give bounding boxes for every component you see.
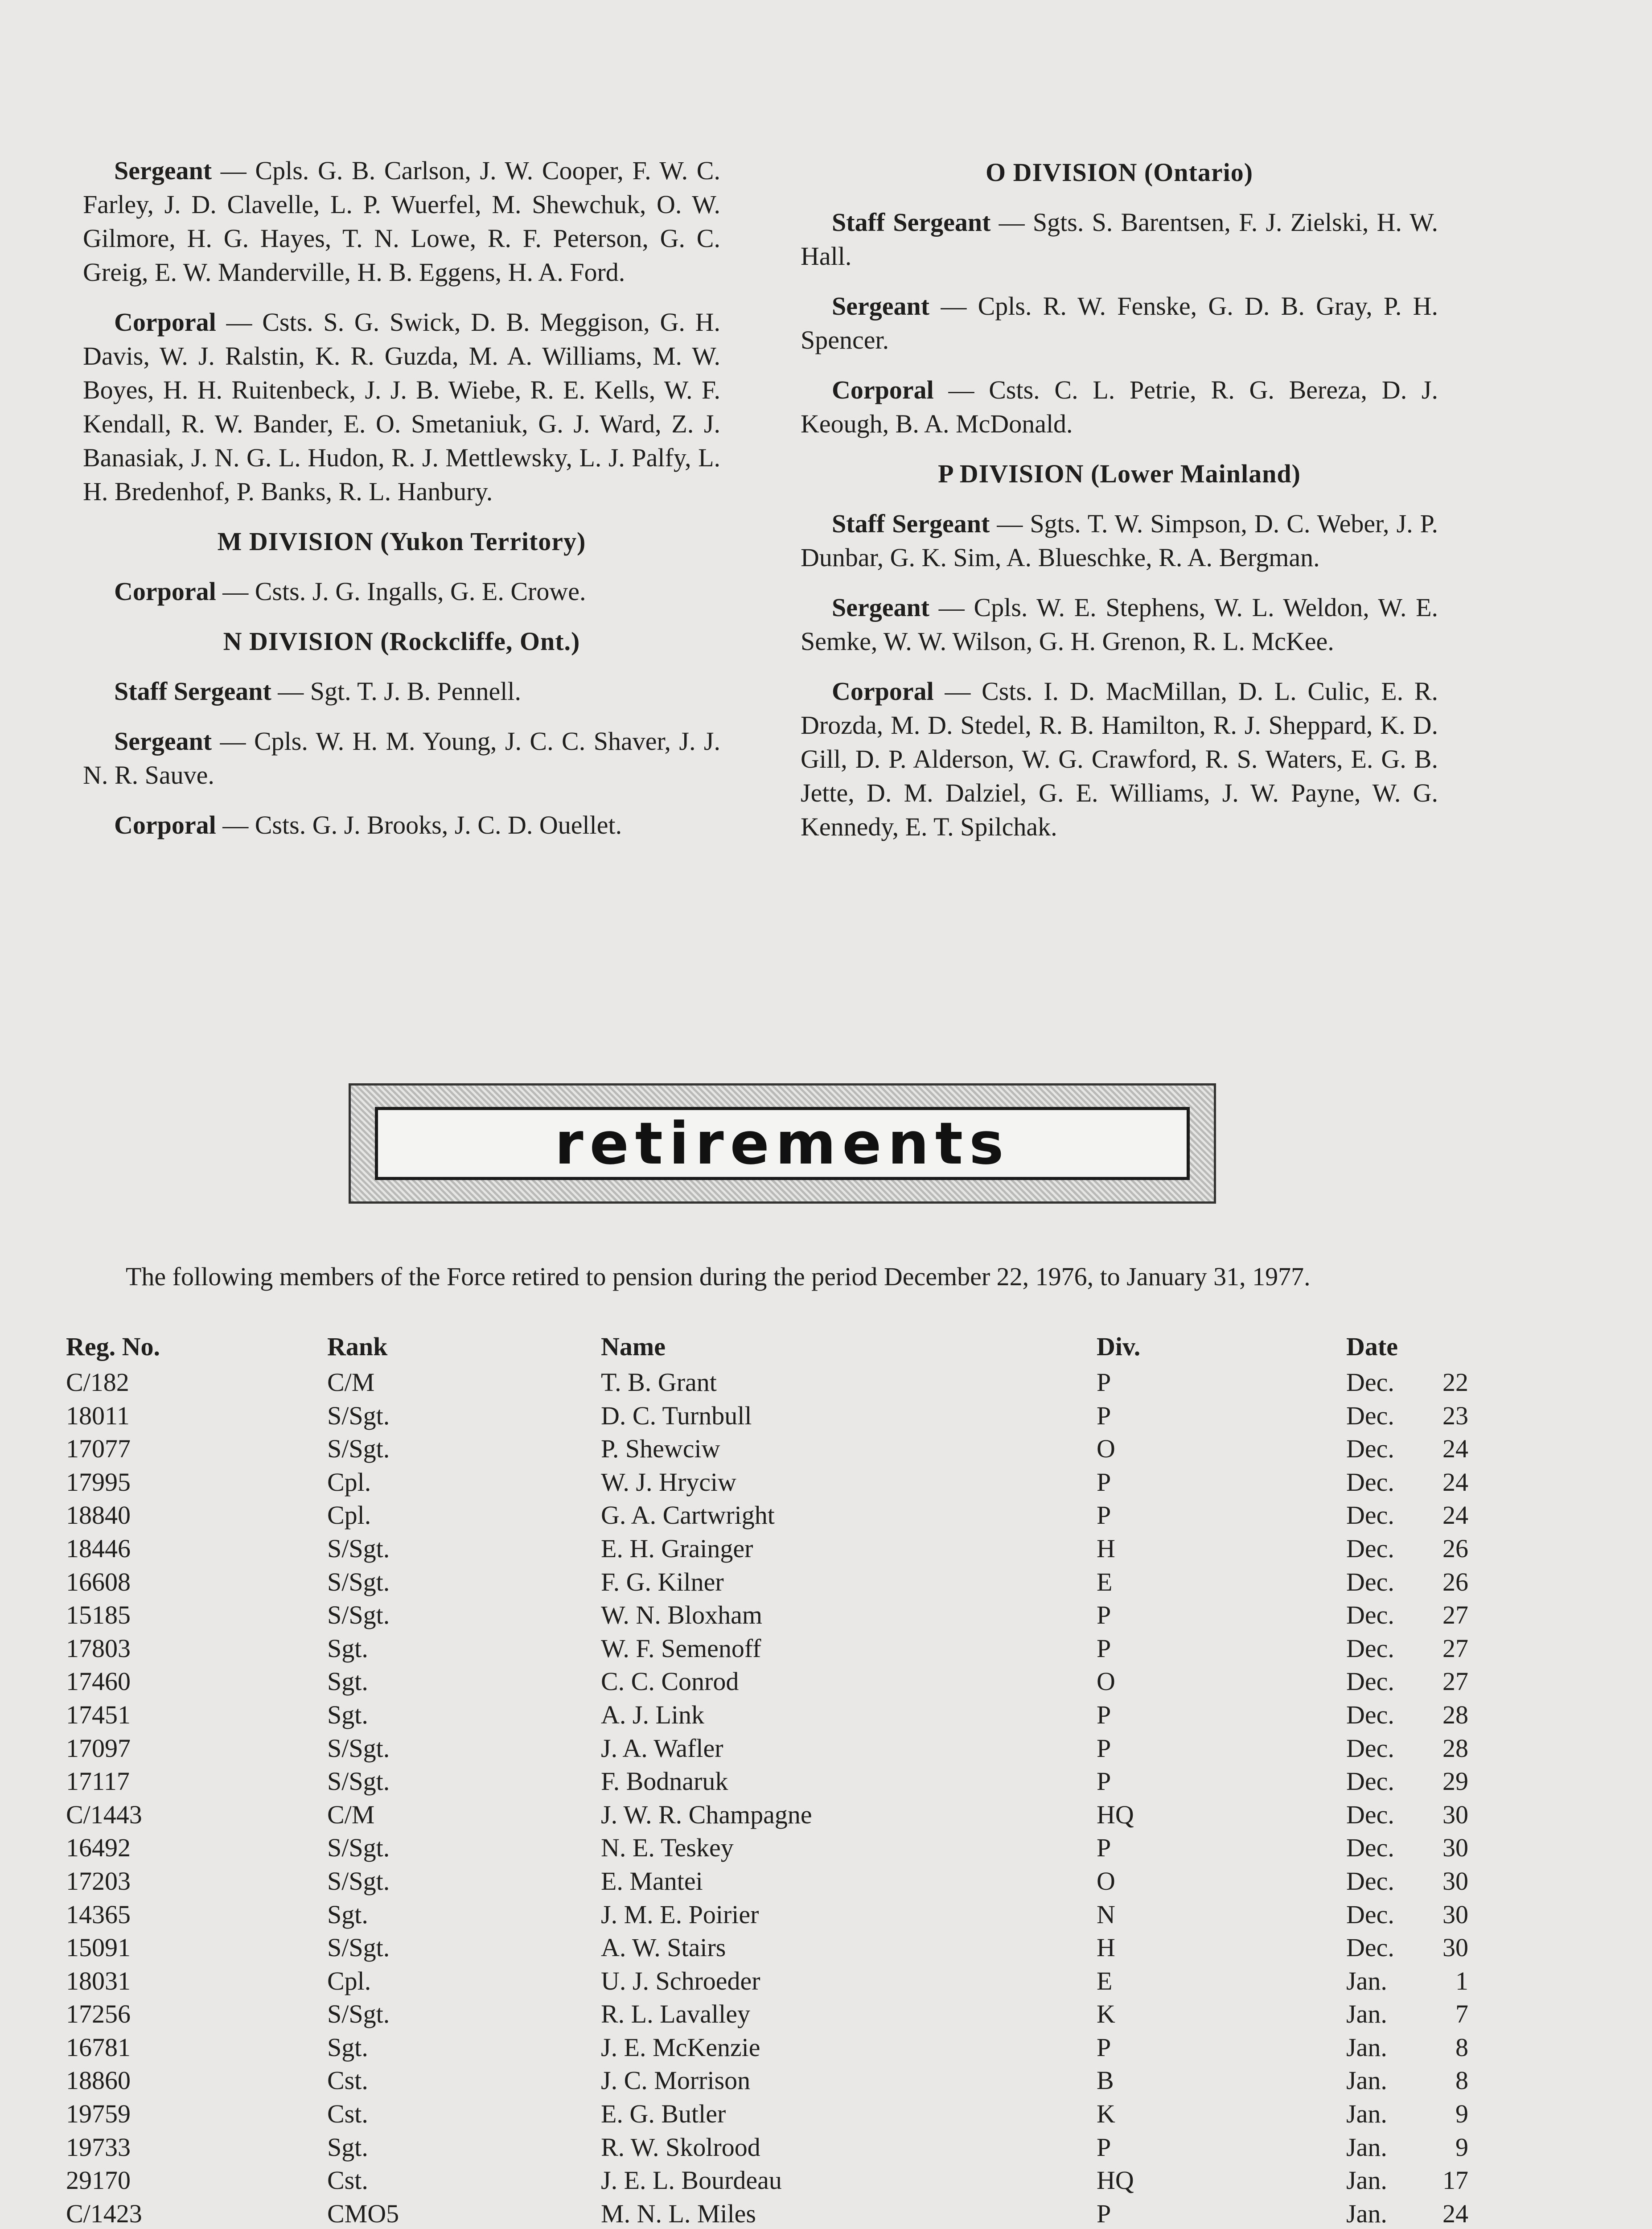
n-division-sergeant-entry xyxy=(83,724,720,792)
reg-no-cell: 17803 xyxy=(66,1633,131,1663)
name-list: — Csts. S. G. Swick, D. B. Meggison, G. H. Davis, W. J. Ralstin, K. R. Guzda, M. A. Williams, M. W. Boyes, H. H. Ruitenbeck, J. J. B. Wiebe, R. E. Kells, W. F. Kendall, R. W. Bander, E. O. Smetaniuk, G. J. Ward, Z. J. Banasiak, J. N. G. L. Hudon, R. J. Mettlewsky, L. J. Palfy, L. H. Bredenhof, P. Banks, R. L. Hanbury. xyxy=(83,308,720,506)
name-list: — Sgt. T. J. B. Pennell. xyxy=(271,677,521,706)
month-cell: Jan. xyxy=(1346,2166,1387,2195)
name-cell: F. G. Kilner xyxy=(601,1567,724,1596)
name-list: — Csts. J. G. Ingalls, G. E. Crowe. xyxy=(216,577,586,606)
rank-cell: S/Sgt. xyxy=(327,1567,390,1596)
month-cell: Dec. xyxy=(1346,1467,1394,1497)
division-cell: P xyxy=(1097,1368,1111,1397)
reg-no-cell: 18860 xyxy=(66,2066,131,2095)
day-cell: 24 xyxy=(1442,2199,1468,2228)
table-row xyxy=(66,1831,1492,1865)
division-heading-m: M DIVISION (Yukon Territory) xyxy=(217,527,586,556)
name-cell: R. W. Skolrood xyxy=(601,2132,760,2162)
day-cell: 27 xyxy=(1442,1667,1468,1696)
day-cell: 30 xyxy=(1442,1933,1468,1962)
name-list: — Cpls. R. W. Fenske, G. D. B. Gray, P. H. Spencer. xyxy=(801,292,1438,354)
month-cell: Jan. xyxy=(1346,1999,1387,2029)
header-name: Name xyxy=(601,1332,666,1361)
name-cell: J. E. L. Bourdeau xyxy=(601,2166,782,2195)
month-cell: Dec. xyxy=(1346,1368,1394,1397)
name-cell: A. W. Stairs xyxy=(601,1933,726,1962)
rank-label: Staff Sergeant xyxy=(832,509,990,538)
rank-label: Corporal xyxy=(114,308,216,337)
name-cell: M. N. L. Miles xyxy=(601,2199,756,2228)
rank-label: Sergeant xyxy=(114,727,212,756)
reg-no-cell: 17256 xyxy=(66,1999,131,2029)
division-cell: P xyxy=(1097,1633,1111,1663)
month-cell: Dec. xyxy=(1346,1534,1394,1563)
division-heading-p: P DIVISION (Lower Mainland) xyxy=(938,459,1301,488)
reg-no-cell: 19759 xyxy=(66,2099,131,2129)
division-cell: P xyxy=(1097,1467,1111,1497)
day-cell: 30 xyxy=(1442,1833,1468,1863)
table-row xyxy=(66,1798,1492,1832)
table-row xyxy=(66,1499,1492,1532)
month-cell: Dec. xyxy=(1346,1567,1394,1596)
reg-no-cell: 18840 xyxy=(66,1501,131,1530)
month-cell: Dec. xyxy=(1346,1767,1394,1796)
table-row xyxy=(66,1599,1492,1632)
rank-cell: S/Sgt. xyxy=(327,1733,390,1763)
table-row xyxy=(66,1865,1492,1898)
division-cell: O xyxy=(1097,1667,1115,1696)
reg-no-cell: 18446 xyxy=(66,1534,131,1563)
month-cell: Dec. xyxy=(1346,1600,1394,1630)
name-cell: G. A. Cartwright xyxy=(601,1501,775,1530)
rank-cell: Sgt. xyxy=(327,1667,368,1696)
table-row xyxy=(66,1998,1492,2031)
table-row xyxy=(66,1366,1492,1399)
name-cell: U. J. Schroeder xyxy=(601,1966,760,1995)
name-cell: J. W. R. Champagne xyxy=(601,1800,812,1829)
left-column xyxy=(83,154,720,858)
month-cell: Dec. xyxy=(1346,1700,1394,1729)
name-cell: R. L. Lavalley xyxy=(601,1999,751,2029)
month-cell: Dec. xyxy=(1346,1866,1394,1896)
month-cell: Jan. xyxy=(1346,2099,1387,2129)
table-row xyxy=(66,2031,1492,2064)
day-cell: 1 xyxy=(1455,1966,1468,1995)
name-cell: E. G. Butler xyxy=(601,2099,726,2129)
retirements-banner xyxy=(349,1083,1216,1204)
rank-cell: S/Sgt. xyxy=(327,1767,390,1796)
table-row xyxy=(66,1898,1492,1932)
division-cell: K xyxy=(1097,1999,1115,2029)
name-cell: D. C. Turnbull xyxy=(601,1401,752,1430)
name-cell: J. A. Wafler xyxy=(601,1733,723,1763)
rank-label: Staff Sergeant xyxy=(832,208,991,237)
month-cell: Jan. xyxy=(1346,2199,1387,2228)
division-cell: P xyxy=(1097,2032,1111,2062)
name-list: — Csts. G. J. Brooks, J. C. D. Ouellet. xyxy=(216,810,622,839)
name-list: — Sgts. T. W. Simpson, D. C. Weber, J. P. Dunbar, G. K. Sim, A. Blueschke, R. A. Bergman. xyxy=(801,509,1438,572)
rank-cell: Cpl. xyxy=(327,1501,371,1530)
division-cell: P xyxy=(1097,2199,1111,2228)
reg-no-cell: 15185 xyxy=(66,1600,131,1630)
header-reg-no: Reg. No. xyxy=(66,1332,160,1361)
table-row xyxy=(66,1698,1492,1732)
table-row xyxy=(66,1532,1492,1566)
division-cell: O xyxy=(1097,1866,1115,1896)
rank-cell: S/Sgt. xyxy=(327,1401,390,1430)
m-division-corporal-entry xyxy=(83,575,720,609)
rank-cell: S/Sgt. xyxy=(327,1933,390,1962)
rank-label: Staff Sergeant xyxy=(114,677,271,706)
table-row xyxy=(66,1931,1492,1965)
division-cell: B xyxy=(1097,2066,1114,2095)
reg-no-cell: 16608 xyxy=(66,1567,131,1596)
division-cell: P xyxy=(1097,1767,1111,1796)
day-cell: 28 xyxy=(1442,1733,1468,1763)
division-cell: P xyxy=(1097,2132,1111,2162)
day-cell: 8 xyxy=(1455,2032,1468,2062)
reg-no-cell: C/182 xyxy=(66,1368,129,1397)
name-cell: A. J. Link xyxy=(601,1700,704,1729)
reg-no-cell: 17451 xyxy=(66,1700,131,1729)
rank-cell: Sgt. xyxy=(327,1633,368,1663)
table-row xyxy=(66,1965,1492,1998)
division-heading-n: N DIVISION (Rockcliffe, Ont.) xyxy=(223,627,580,656)
month-cell: Dec. xyxy=(1346,1434,1394,1464)
table-row xyxy=(66,2164,1492,2197)
month-cell: Dec. xyxy=(1346,1667,1394,1696)
reg-no-cell: 29170 xyxy=(66,2166,131,2195)
day-cell: 17 xyxy=(1442,2166,1468,2195)
rank-cell: Cpl. xyxy=(327,1966,371,1995)
rank-cell: Sgt. xyxy=(327,2132,368,2162)
division-cell: N xyxy=(1097,1900,1115,1929)
day-cell: 7 xyxy=(1455,1999,1468,2029)
table-row xyxy=(66,1765,1492,1798)
month-cell: Dec. xyxy=(1346,1401,1394,1430)
name-list: — Sgts. S. Barentsen, F. J. Zielski, H. W. Hall. xyxy=(801,208,1438,271)
name-list: — Cpls. W. H. M. Young, J. C. C. Shaver, J. J. N. R. Sauve. xyxy=(83,727,720,790)
corporal-promotions-entry xyxy=(83,305,720,509)
division-cell: HQ xyxy=(1097,2166,1134,2195)
month-cell: Dec. xyxy=(1346,1933,1394,1962)
month-cell: Dec. xyxy=(1346,1900,1394,1929)
reg-no-cell: 14365 xyxy=(66,1900,131,1929)
rank-cell: Sgt. xyxy=(327,1900,368,1929)
division-cell: O xyxy=(1097,1434,1115,1464)
name-cell: J. C. Morrison xyxy=(601,2066,751,2095)
day-cell: 27 xyxy=(1442,1633,1468,1663)
right-column xyxy=(801,154,1438,860)
month-cell: Dec. xyxy=(1346,1733,1394,1763)
header-div: Div. xyxy=(1097,1332,1141,1361)
name-cell: W. J. Hryciw xyxy=(601,1467,736,1497)
rank-cell: Cst. xyxy=(327,2066,368,2095)
month-cell: Jan. xyxy=(1346,2132,1387,2162)
rank-cell: S/Sgt. xyxy=(327,1833,390,1863)
division-cell: E xyxy=(1097,1567,1113,1596)
reg-no-cell: C/1423 xyxy=(66,2199,142,2228)
table-row xyxy=(66,1566,1492,1599)
day-cell: 9 xyxy=(1455,2099,1468,2129)
rank-label: Corporal xyxy=(114,577,216,606)
month-cell: Jan. xyxy=(1346,2032,1387,2062)
day-cell: 26 xyxy=(1442,1534,1468,1563)
rank-cell: CMO5 xyxy=(327,2199,399,2228)
o-division-sergeant-entry xyxy=(801,289,1438,357)
sergeant-promotions-entry xyxy=(83,154,720,289)
day-cell: 24 xyxy=(1442,1467,1468,1497)
division-cell: P xyxy=(1097,1700,1111,1729)
rank-label: Sergeant xyxy=(832,292,930,321)
p-division-sergeant-entry xyxy=(801,591,1438,658)
table-body xyxy=(66,1366,1492,2229)
month-cell: Dec. xyxy=(1346,1833,1394,1863)
table-row xyxy=(66,2064,1492,2097)
name-cell: P. Shewciw xyxy=(601,1434,720,1464)
month-cell: Dec. xyxy=(1346,1633,1394,1663)
header-date: Date xyxy=(1346,1332,1398,1361)
month-cell: Dec. xyxy=(1346,1800,1394,1829)
rank-cell: S/Sgt. xyxy=(327,1434,390,1464)
month-cell: Jan. xyxy=(1346,1966,1387,1995)
division-cell: HQ xyxy=(1097,1800,1134,1829)
day-cell: 22 xyxy=(1442,1368,1468,1397)
name-cell: E. H. Grainger xyxy=(601,1534,753,1563)
day-cell: 26 xyxy=(1442,1567,1468,1596)
table-header-row xyxy=(66,1331,1492,1362)
o-division-corporal-entry xyxy=(801,373,1438,441)
rank-cell: Sgt. xyxy=(327,1700,368,1729)
name-list: — Cpls. W. E. Stephens, W. L. Weldon, W. E. Semke, W. W. Wilson, G. H. Grenon, R. L. McKee. xyxy=(801,593,1438,656)
division-cell: P xyxy=(1097,1600,1111,1630)
name-list: — Cpls. G. B. Carlson, J. W. Cooper, F. W. C. Farley, J. D. Clavelle, L. P. Wuerfel, M. Shewchuk, O. W. Gilmore, H. G. Hayes, T. N. Lowe, R. F. Peterson, G. C. Greig, E. W. Manderville, H. B. Eggens, H. A. Ford. xyxy=(83,156,720,287)
rank-label: Sergeant xyxy=(832,593,930,622)
reg-no-cell: 18031 xyxy=(66,1966,131,1995)
table-row xyxy=(66,1732,1492,1765)
n-division-corporal-entry xyxy=(83,808,720,842)
day-cell: 29 xyxy=(1442,1767,1468,1796)
reg-no-cell: 17460 xyxy=(66,1667,131,1696)
name-cell: J. M. E. Poirier xyxy=(601,1900,759,1929)
day-cell: 30 xyxy=(1442,1900,1468,1929)
reg-no-cell: 17117 xyxy=(66,1767,130,1796)
table-row xyxy=(66,1665,1492,1698)
day-cell: 24 xyxy=(1442,1501,1468,1530)
retirements-table xyxy=(66,1331,1492,2229)
p-division-staff-sergeant-entry xyxy=(801,507,1438,575)
rank-label: Corporal xyxy=(832,677,934,706)
day-cell: 8 xyxy=(1455,2066,1468,2095)
division-cell: K xyxy=(1097,2099,1115,2129)
rank-cell: S/Sgt. xyxy=(327,1534,390,1563)
name-cell: W. F. Semenoff xyxy=(601,1633,761,1663)
rank-cell: Cst. xyxy=(327,2166,368,2195)
p-division-corporal-entry xyxy=(801,674,1438,844)
division-cell: P xyxy=(1097,1501,1111,1530)
name-list: — Csts. I. D. MacMillan, D. L. Culic, E. R. Drozda, M. D. Stedel, R. B. Hamilton, R. J. Sheppard, K. D. Gill, D. P. Alderson, W. G. Crawford, R. S. Waters, E. G. B. Jette, D. M. Dalziel, G. E. Williams, J. W. Payne, W. G. Kennedy, E. T. Spilchak. xyxy=(801,677,1438,841)
reg-no-cell: 16492 xyxy=(66,1833,131,1863)
reg-no-cell: 19733 xyxy=(66,2132,131,2162)
reg-no-cell: 16781 xyxy=(66,2032,131,2062)
rank-cell: S/Sgt. xyxy=(327,1600,390,1630)
rank-cell: S/Sgt. xyxy=(327,1999,390,2029)
division-cell: H xyxy=(1097,1534,1115,1563)
division-cell: H xyxy=(1097,1933,1115,1962)
table-row xyxy=(66,1466,1492,1499)
name-cell: C. C. Conrod xyxy=(601,1667,739,1696)
day-cell: 24 xyxy=(1442,1434,1468,1464)
reg-no-cell: C/1443 xyxy=(66,1800,142,1829)
reg-no-cell: 17077 xyxy=(66,1434,131,1464)
n-division-staff-sergeant-entry xyxy=(83,674,720,708)
table-row xyxy=(66,1632,1492,1666)
reg-no-cell: 17097 xyxy=(66,1733,131,1763)
day-cell: 28 xyxy=(1442,1700,1468,1729)
name-cell: N. E. Teskey xyxy=(601,1833,734,1863)
rank-cell: C/M xyxy=(327,1800,375,1829)
table-row xyxy=(66,1432,1492,1466)
name-cell: T. B. Grant xyxy=(601,1368,717,1397)
table-row xyxy=(66,2097,1492,2131)
month-cell: Dec. xyxy=(1346,1501,1394,1530)
o-division-staff-sergeant-entry xyxy=(801,206,1438,273)
name-cell: J. E. McKenzie xyxy=(601,2032,760,2062)
banner-title: retirements xyxy=(555,1110,1010,1177)
reg-no-cell: 15091 xyxy=(66,1933,131,1962)
day-cell: 30 xyxy=(1442,1866,1468,1896)
rank-cell: S/Sgt. xyxy=(327,1866,390,1896)
header-rank: Rank xyxy=(327,1332,388,1361)
banner-frame xyxy=(375,1107,1190,1180)
division-heading-o: O DIVISION (Ontario) xyxy=(985,158,1253,187)
division-cell: E xyxy=(1097,1966,1113,1995)
rank-label: Corporal xyxy=(114,810,216,839)
day-cell: 27 xyxy=(1442,1600,1468,1630)
day-cell: 9 xyxy=(1455,2132,1468,2162)
month-cell: Jan. xyxy=(1346,2066,1387,2095)
rank-cell: Cst. xyxy=(327,2099,368,2129)
table-row xyxy=(66,2131,1492,2164)
rank-cell: C/M xyxy=(327,1368,375,1397)
day-cell: 23 xyxy=(1442,1401,1468,1430)
name-list: — Csts. C. L. Petrie, R. G. Bereza, D. J. Keough, B. A. McDonald. xyxy=(801,375,1438,438)
day-cell: 30 xyxy=(1442,1800,1468,1829)
rank-label: Corporal xyxy=(832,375,934,404)
table-row xyxy=(66,1399,1492,1433)
rank-label: Sergeant xyxy=(114,156,212,185)
reg-no-cell: 18011 xyxy=(66,1401,130,1430)
reg-no-cell: 17203 xyxy=(66,1866,131,1896)
reg-no-cell: 17995 xyxy=(66,1467,131,1497)
name-cell: W. N. Bloxham xyxy=(601,1600,762,1630)
retirements-intro: The following members of the Force retired to pension during the period December 22, 1976, to January 31, 1977. xyxy=(126,1262,1311,1291)
rank-cell: Sgt. xyxy=(327,2032,368,2062)
table-row xyxy=(66,2197,1492,2229)
division-cell: P xyxy=(1097,1833,1111,1863)
division-cell: P xyxy=(1097,1401,1111,1430)
rank-cell: Cpl. xyxy=(327,1467,371,1497)
division-cell: P xyxy=(1097,1733,1111,1763)
name-cell: F. Bodnaruk xyxy=(601,1767,728,1796)
name-cell: E. Mantei xyxy=(601,1866,703,1896)
